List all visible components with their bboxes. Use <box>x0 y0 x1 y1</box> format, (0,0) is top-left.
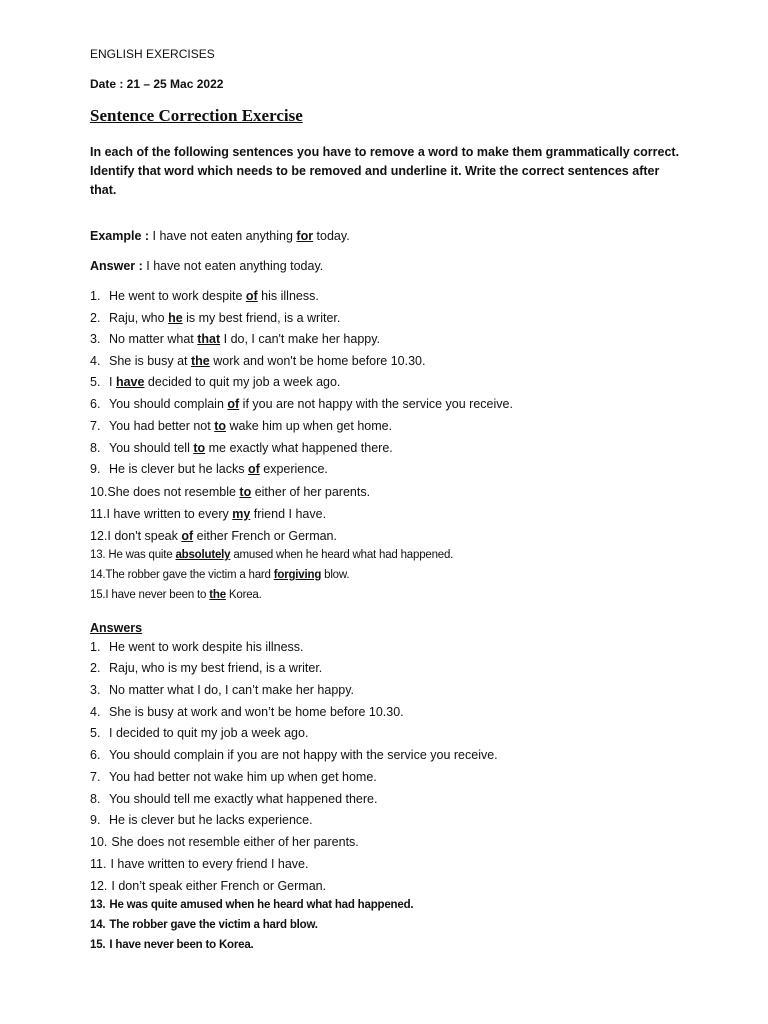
question-text-after: is my best friend, is a writer. <box>182 311 341 325</box>
date-line: Date : 21 – 25 Mac 2022 <box>90 77 224 91</box>
answer-item <box>90 640 304 654</box>
instructions: In each of the following sentences you have to remove a word to make them grammatically correct. Identify that word which needs to be removed and underline it. Write the correct sentences after that. <box>90 145 680 197</box>
question-item <box>90 485 370 499</box>
question-item <box>90 419 392 433</box>
question-removed-word: forgiving <box>273 569 322 581</box>
answer-number: 1. <box>90 640 101 654</box>
answer-number: 6. <box>90 748 101 762</box>
question-number: 3. <box>90 332 101 346</box>
answer-text: She is busy at work and won’t be home before 10.30. <box>109 705 404 719</box>
question-removed-word: to <box>214 419 226 433</box>
answer-number: 3. <box>90 683 101 697</box>
question-removed-word: that <box>197 332 221 346</box>
question-number: 1. <box>90 289 101 303</box>
question-text-before: She does not resemble <box>107 485 240 499</box>
answer-number: 4. <box>90 705 101 719</box>
question-text-after: his illness. <box>257 289 319 303</box>
question-item <box>90 462 328 476</box>
subject-header: ENGLISH EXERCISES <box>90 47 215 61</box>
question-item <box>90 589 262 601</box>
question-text-after: work and won't be home before 10.30. <box>209 354 426 368</box>
question-text-before: I don't speak <box>107 529 182 543</box>
example-after: today. <box>313 229 350 243</box>
answer-text: He went to work despite his illness. <box>109 640 304 654</box>
question-text-before: The robber gave the victim a hard <box>105 569 274 581</box>
answer-item <box>90 792 377 806</box>
question-text-after: amused when he heard what had happened. <box>230 549 454 561</box>
answer-example-line <box>90 259 323 273</box>
answer-item <box>90 705 404 719</box>
question-removed-word: of <box>227 397 240 411</box>
question-text-before: You had better not <box>109 419 215 433</box>
answer-item <box>90 939 254 951</box>
answer-item <box>90 661 322 675</box>
question-item <box>90 289 319 303</box>
answer-number: 5. <box>90 726 101 740</box>
question-text-after: me exactly what happened there. <box>205 441 393 455</box>
question-number: 6. <box>90 397 101 411</box>
answer-text: You should tell me exactly what happened there. <box>109 792 378 806</box>
answer-item <box>90 835 359 849</box>
question-number: 14. <box>90 569 106 581</box>
question-number: 15. <box>90 589 106 601</box>
question-text-after: Korea. <box>225 589 262 601</box>
answer-example-label: Answer : <box>90 259 143 273</box>
answer-text: She does not resemble either of her parents. <box>111 835 359 849</box>
answer-text: You had better not wake him up when get home. <box>109 770 377 784</box>
question-removed-word: the <box>209 589 226 601</box>
answer-number: 15. <box>90 939 106 951</box>
answer-item <box>90 683 354 697</box>
question-item <box>90 529 337 543</box>
question-number: 13. <box>90 549 106 561</box>
answer-item <box>90 879 326 893</box>
question-item <box>90 375 340 389</box>
answer-item <box>90 919 318 931</box>
example-line <box>90 229 350 243</box>
example-label: Example : <box>90 229 150 243</box>
answer-text: I have written to every friend I have. <box>110 857 309 871</box>
answer-number: 8. <box>90 792 101 806</box>
answer-item <box>90 726 308 740</box>
answer-number: 12. <box>90 879 108 893</box>
question-item <box>90 332 380 346</box>
answer-text: You should complain if you are not happy with the service you receive. <box>109 748 498 762</box>
answer-number: 7. <box>90 770 101 784</box>
question-text-after: either French or German. <box>193 529 337 543</box>
question-number: 12. <box>90 529 108 543</box>
question-item <box>90 569 349 581</box>
question-text-before: You should complain <box>109 397 228 411</box>
question-number: 4. <box>90 354 101 368</box>
answer-text: No matter what I do, I can’t make her happy. <box>109 683 355 697</box>
question-text-after: experience. <box>259 462 328 476</box>
answer-text: Raju, who is my best friend, is a writer. <box>109 661 323 675</box>
answer-number: 10. <box>90 835 108 849</box>
question-number: 7. <box>90 419 101 433</box>
question-text-after: if you are not happy with the service you receive. <box>239 397 513 411</box>
question-removed-word: to <box>239 485 252 499</box>
question-text-after: either of her parents. <box>251 485 371 499</box>
answer-item <box>90 813 313 827</box>
example-before: I have not eaten anything <box>149 229 297 243</box>
question-number: 2. <box>90 311 101 325</box>
question-removed-word: he <box>168 311 183 325</box>
question-text-before: He went to work despite <box>109 289 246 303</box>
question-text-after: friend I have. <box>250 507 327 521</box>
question-number: 5. <box>90 375 101 389</box>
answer-example-text: I have not eaten anything today. <box>142 259 324 273</box>
page-title: Sentence Correction Exercise <box>90 106 303 125</box>
question-text-before: She is busy at <box>109 354 191 368</box>
question-number: 11. <box>90 507 107 521</box>
answer-item <box>90 770 377 784</box>
question-item <box>90 549 453 561</box>
question-removed-word: the <box>191 354 210 368</box>
answer-number: 11. <box>90 857 107 871</box>
question-text-before: You should tell <box>109 441 194 455</box>
answer-item <box>90 899 413 911</box>
question-item <box>90 354 425 368</box>
question-text-before: He was quite <box>105 549 176 561</box>
question-item <box>90 441 393 455</box>
answer-item <box>90 748 498 762</box>
question-text-before: Raju, who <box>109 311 169 325</box>
question-text-after: blow. <box>321 569 350 581</box>
question-number: 8. <box>90 441 101 455</box>
example-removed-word: for <box>296 229 314 243</box>
question-number: 10. <box>90 485 108 499</box>
question-text-before: I have written to every <box>106 507 233 521</box>
question-text-before: No matter what <box>109 332 198 346</box>
answer-number: 13. <box>90 899 106 911</box>
answer-number: 9. <box>90 813 101 827</box>
question-text-after: wake him up when get home. <box>226 419 393 433</box>
question-removed-word: my <box>232 507 251 521</box>
question-removed-word: of <box>245 289 258 303</box>
answer-text: I decided to quit my job a week ago. <box>109 726 309 740</box>
question-text-before: He is clever but he lacks <box>109 462 248 476</box>
question-removed-word: absolutely <box>175 549 231 561</box>
question-number: 9. <box>90 462 101 476</box>
answer-text: I don’t speak either French or German. <box>111 879 327 893</box>
question-item <box>90 397 513 411</box>
question-removed-word: of <box>181 529 194 543</box>
answer-text: He was quite amused when he heard what had happened. <box>109 899 414 911</box>
answer-text: I have never been to Korea. <box>109 939 254 951</box>
question-text-before: I have never been to <box>105 589 210 601</box>
question-text-after: I do, I can't make her happy. <box>220 332 381 346</box>
answer-number: 2. <box>90 661 101 675</box>
question-item <box>90 311 340 325</box>
question-removed-word: have <box>115 375 145 389</box>
question-text-after: decided to quit my job a week ago. <box>144 375 341 389</box>
answer-text: He is clever but he lacks experience. <box>109 813 313 827</box>
question-removed-word: to <box>193 441 206 455</box>
question-text-before: I <box>109 375 116 389</box>
question-item <box>90 507 326 521</box>
question-removed-word: of <box>247 462 260 476</box>
answer-number: 14. <box>90 919 106 931</box>
answer-text: The robber gave the victim a hard blow. <box>109 919 318 931</box>
answers-heading: Answers <box>90 621 143 635</box>
answer-item <box>90 857 308 871</box>
